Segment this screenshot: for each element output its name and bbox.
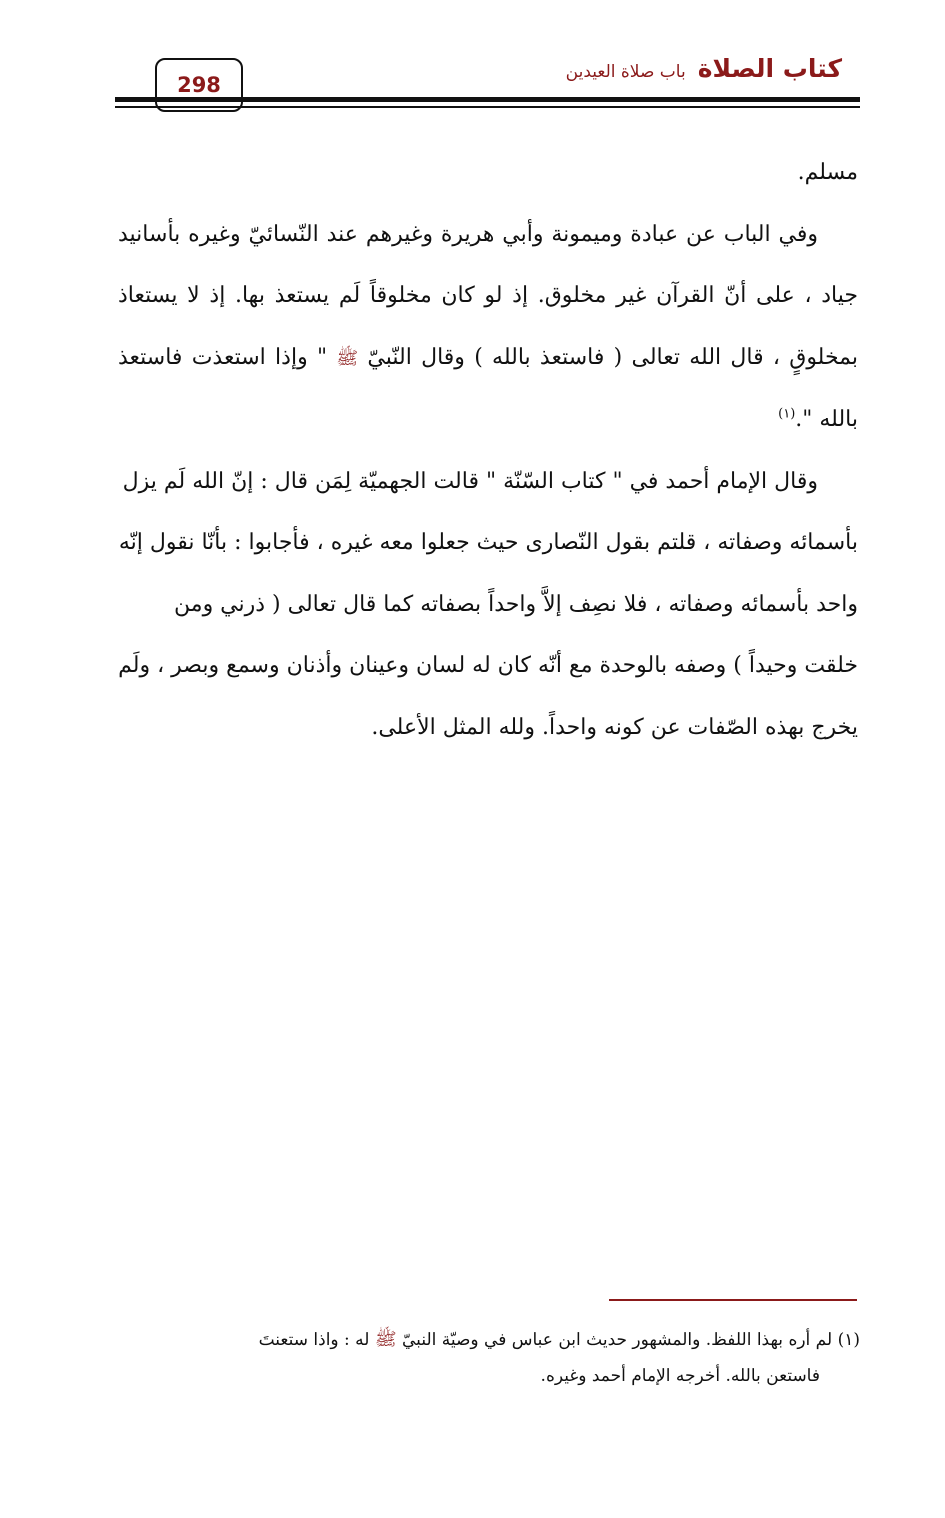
footnote-line-1-start: (١) لم أره بهذا اللفظ. والمشهور حديث ابن عباس في وصيّة النبيّ bbox=[402, 1330, 860, 1350]
page-header bbox=[115, 52, 860, 114]
page-number: 298 bbox=[155, 58, 243, 112]
header-rule-thin bbox=[115, 106, 860, 108]
footnote-reference[interactable]: (١) bbox=[778, 406, 796, 422]
paragraph-2-end: " وإذا استعذت فاستعذ بالله ". bbox=[118, 344, 858, 432]
paragraph-3: وقال الإمام أحمد في " كتاب السّنّة " قالت الجهميّة لِمَن قال : إنّ الله لَم يزل بأسمائه وصفاته ، قلتم بقول النّصارى حيث جعلوا معه غيره ، فأجابوا : بأنّا نقول إنّه واحد بأسمائه وصفاته ، فلا نصِف إلاَّ واحداً بصفاته كما قال تعالى ( ذرني ومن خلقت وحيداً ) وصفه بالوحدة مع أنّه كان له لسان وعينان وأذنان وسمع وبصر ، ولَم يخرج بهذه الصّفات عن كونه واحداً. ولله المثل الأعلى. bbox=[118, 468, 858, 740]
footnote-line-2: فاستعن بالله. أخرجه الإمام أحمد وغيره. bbox=[540, 1366, 820, 1386]
running-title bbox=[566, 54, 842, 92]
paragraph-2 bbox=[118, 204, 858, 451]
main-text bbox=[118, 142, 858, 758]
salawat-glyph: ﷺ bbox=[336, 347, 359, 369]
footnote bbox=[118, 1322, 860, 1394]
header-rule-thick bbox=[115, 97, 860, 102]
footnote-line-1 bbox=[118, 1322, 860, 1358]
paragraph-2-text: وفي الباب عن عبادة وميمونة وأبي هريرة وغيرهم عند النّسائيّ وغيره بأسانيد جياد ، على أنّ القرآن غير مخلوق. إذ لو كان مخلوقاً لَم يستعذ بها. إذ لا يستعاذ بمخلوقٍ ، قال الله تعالى ( فاستعذ بالله ) وقال النّبيّ bbox=[118, 221, 859, 370]
paragraph-1: مسلم. bbox=[797, 160, 858, 185]
footnote-separator bbox=[609, 1299, 857, 1301]
footnote-salawat-glyph: ﷺ bbox=[374, 1329, 397, 1350]
chapter-title: باب صلاة العيدين bbox=[565, 62, 686, 82]
book-title: كتاب الصلاة bbox=[697, 54, 842, 83]
footnote-line-1-end: له : واذا ستعنتَ bbox=[258, 1330, 370, 1350]
